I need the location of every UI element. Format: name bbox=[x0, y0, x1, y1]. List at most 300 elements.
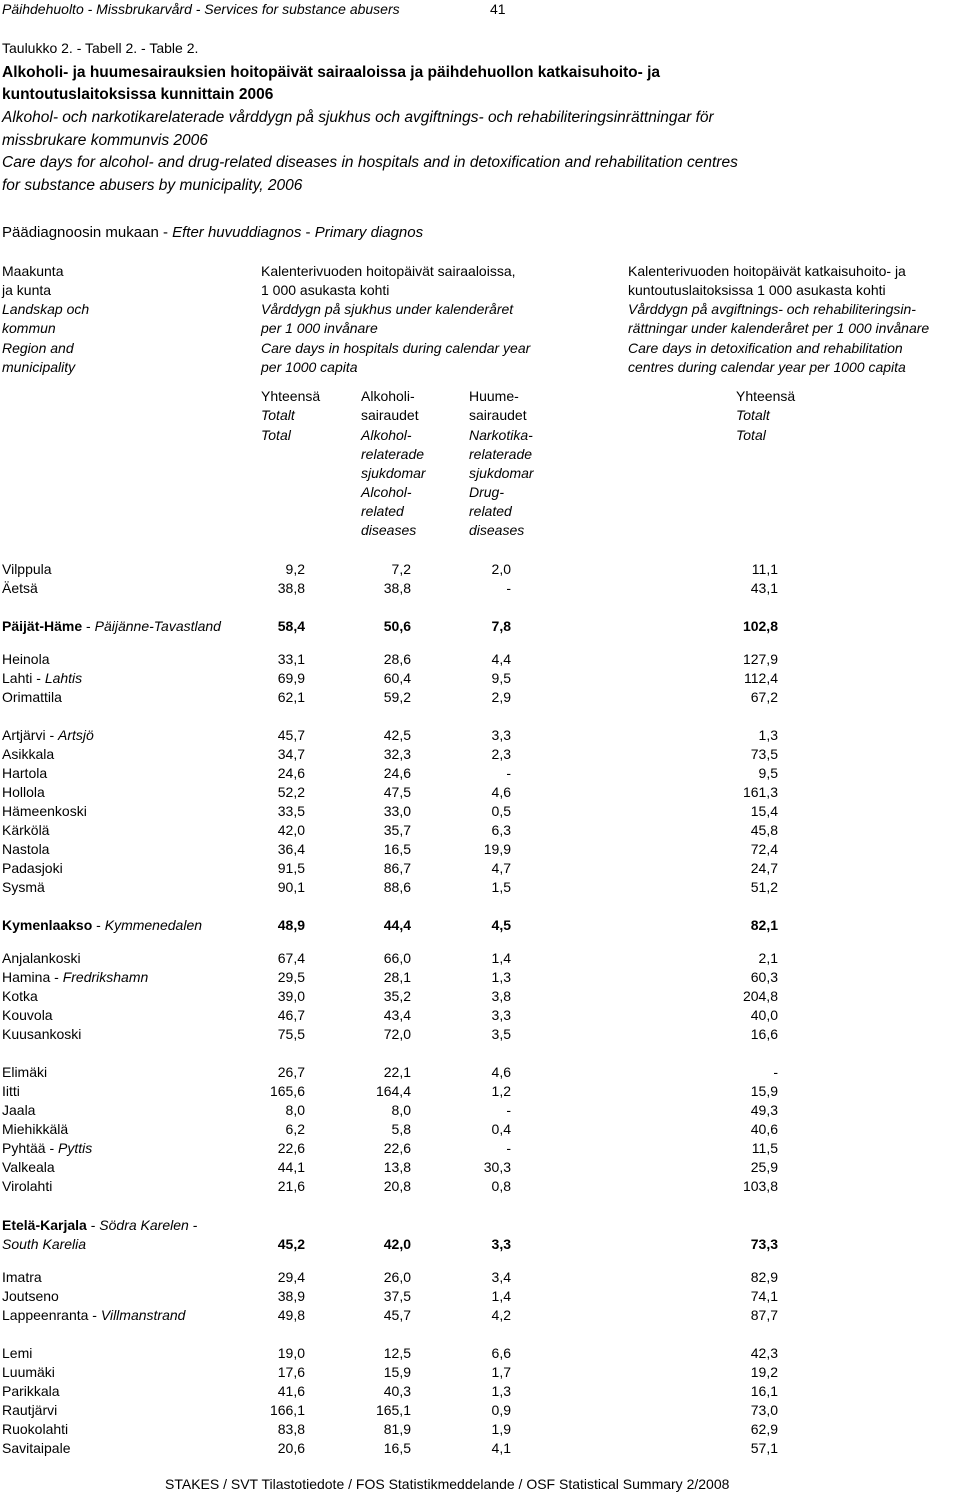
cell-alcohol: 35,7 bbox=[383, 822, 411, 838]
col-region-2: ja kunta bbox=[2, 282, 52, 298]
subcol-alcohol-5: sjukdomar bbox=[361, 465, 426, 481]
subcol-alcohol-8: diseases bbox=[361, 522, 417, 538]
cell-alcohol: 12,5 bbox=[383, 1345, 411, 1361]
name-separator: - bbox=[82, 618, 95, 634]
row-name bbox=[2, 579, 38, 598]
title-sv-line-2: missbrukare kommunvis 2006 bbox=[2, 132, 208, 149]
cell-drug: 19,9 bbox=[483, 841, 511, 857]
cell-drug: 1,9 bbox=[491, 1421, 511, 1437]
subcol-total-3: Total bbox=[261, 427, 291, 443]
cell-total: 36,4 bbox=[277, 841, 305, 857]
cell-drug: 4,4 bbox=[491, 651, 511, 667]
cell-detox: 16,1 bbox=[750, 1383, 778, 1399]
cell-alcohol: 86,7 bbox=[383, 860, 411, 876]
col-hospitals-6: per 1000 capita bbox=[261, 359, 358, 375]
cell-detox: 16,6 bbox=[750, 1026, 778, 1042]
name-separator: - bbox=[92, 917, 105, 933]
cell-total: 29,5 bbox=[277, 969, 305, 985]
cell-drug: 1,4 bbox=[491, 950, 511, 966]
cell-drug: 0,4 bbox=[491, 1121, 511, 1137]
cell-drug: 1,5 bbox=[491, 879, 511, 895]
municipality-name: Lappeenranta bbox=[2, 1307, 89, 1323]
cell-drug: 1,3 bbox=[491, 969, 511, 985]
cell-detox: 60,3 bbox=[750, 969, 778, 985]
municipality-alt-name: Kymmenedalen bbox=[104, 917, 203, 933]
cell-drug: - bbox=[506, 1140, 511, 1156]
row-name bbox=[2, 1344, 32, 1363]
cell-alcohol: 37,5 bbox=[383, 1288, 411, 1304]
cell-detox: 82,9 bbox=[750, 1269, 778, 1285]
municipality-name: Pyhtää bbox=[2, 1140, 46, 1156]
row-name bbox=[2, 783, 45, 802]
municipality-name: Jaala bbox=[2, 1102, 36, 1118]
municipality-name: Hartola bbox=[2, 765, 48, 781]
cell-total: 20,6 bbox=[277, 1440, 305, 1456]
cell-drug: - bbox=[506, 580, 511, 596]
cell-total: 62,1 bbox=[277, 689, 305, 705]
cell-alcohol: 164,4 bbox=[375, 1083, 411, 1099]
cell-detox: 11,5 bbox=[751, 1140, 778, 1156]
cell-total: 38,9 bbox=[277, 1288, 305, 1304]
cell-total: 34,7 bbox=[277, 746, 305, 762]
cell-detox: 82,1 bbox=[750, 917, 778, 933]
municipality-name: Hollola bbox=[2, 784, 45, 800]
cell-drug: 0,8 bbox=[491, 1178, 511, 1194]
cell-total: 91,5 bbox=[277, 860, 305, 876]
col-detox-3: Vårddygn på avgiftnings- och rehabiliteringsin- bbox=[628, 301, 916, 317]
cell-total: 69,9 bbox=[277, 670, 305, 686]
subcol-drug-2: sairaudet bbox=[469, 407, 527, 423]
subcol-total-1: Yhteensä bbox=[261, 388, 321, 404]
municipality-name: Valkeala bbox=[2, 1159, 55, 1175]
row-name bbox=[2, 1082, 20, 1101]
col-region-4: kommun bbox=[2, 320, 56, 336]
cell-drug: 3,3 bbox=[491, 1007, 511, 1023]
cell-drug: 3,5 bbox=[491, 1026, 511, 1042]
cell-alcohol: 42,0 bbox=[383, 1236, 411, 1252]
row-name bbox=[2, 650, 49, 669]
row-name bbox=[2, 859, 63, 878]
municipality-alt-name: Päijänne-Tavastland bbox=[94, 618, 221, 634]
page-number: 41 bbox=[490, 1, 506, 17]
subcol-alcohol-3: Alkohol- bbox=[361, 427, 412, 443]
col-region-5: Region and bbox=[2, 340, 74, 356]
cell-total: 46,7 bbox=[277, 1007, 305, 1023]
municipality-alt-name: Fredrikshamn bbox=[62, 969, 149, 985]
municipality-name: Iitti bbox=[2, 1083, 20, 1099]
row-name bbox=[2, 949, 81, 968]
cell-alcohol: 72,0 bbox=[383, 1026, 411, 1042]
subcol-detox-total-1: Yhteensä bbox=[736, 388, 796, 404]
name-separator: - bbox=[50, 969, 63, 985]
subcol-alcohol-7: related bbox=[361, 503, 404, 519]
row-name bbox=[2, 617, 221, 636]
municipality-name: Heinola bbox=[2, 651, 50, 667]
cell-total: 8,0 bbox=[285, 1102, 305, 1118]
municipality-alt-name: Villmanstrand bbox=[100, 1307, 186, 1323]
cell-drug: 9,5 bbox=[491, 670, 511, 686]
cell-total: 26,7 bbox=[277, 1064, 305, 1080]
row-name bbox=[2, 1216, 197, 1235]
row-name bbox=[2, 1363, 55, 1382]
cell-alcohol: 7,2 bbox=[391, 561, 411, 577]
cell-alcohol: 33,0 bbox=[383, 803, 411, 819]
cell-alcohol: 45,7 bbox=[383, 1307, 411, 1323]
row-name bbox=[2, 1382, 60, 1401]
subcol-total-2: Totalt bbox=[261, 407, 295, 423]
cell-total: 41,6 bbox=[277, 1383, 305, 1399]
cell-detox: 15,4 bbox=[750, 803, 778, 819]
cell-detox: 43,1 bbox=[750, 580, 778, 596]
row-name bbox=[2, 1101, 35, 1120]
cell-total: 9,2 bbox=[285, 561, 305, 577]
row-name bbox=[2, 1006, 53, 1025]
cell-detox: 9,5 bbox=[758, 765, 778, 781]
cell-drug: 0,5 bbox=[491, 803, 511, 819]
cell-drug: 6,3 bbox=[491, 822, 511, 838]
col-detox-6: centres during calendar year per 1000 capita bbox=[628, 359, 906, 375]
subcol-drug-4: relaterade bbox=[469, 446, 533, 462]
row-name bbox=[2, 802, 87, 821]
cell-drug: 3,4 bbox=[491, 1269, 511, 1285]
row-name bbox=[2, 968, 148, 987]
cell-alcohol: 59,2 bbox=[383, 689, 411, 705]
cell-alcohol: 81,9 bbox=[383, 1421, 411, 1437]
cell-detox: - bbox=[773, 1064, 778, 1080]
municipality-name: Rautjärvi bbox=[2, 1402, 58, 1418]
cell-alcohol: 26,0 bbox=[383, 1269, 411, 1285]
cell-total: 44,1 bbox=[277, 1159, 305, 1175]
cell-alcohol: 66,0 bbox=[383, 950, 411, 966]
cell-drug: - bbox=[506, 765, 511, 781]
cell-detox: 57,1 bbox=[750, 1440, 778, 1456]
cell-detox: 25,9 bbox=[750, 1159, 778, 1175]
cell-alcohol: 50,6 bbox=[383, 618, 411, 634]
municipality-name: Orimattila bbox=[2, 689, 62, 705]
cell-drug: 4,7 bbox=[491, 860, 511, 876]
row-name bbox=[2, 1401, 57, 1420]
cell-total: 33,5 bbox=[277, 803, 305, 819]
cell-alcohol: 28,6 bbox=[383, 651, 411, 667]
title-fi-line-2: kuntoutuslaitoksissa kunnittain 2006 bbox=[2, 86, 274, 103]
row-name bbox=[2, 560, 52, 579]
cell-drug: 2,0 bbox=[491, 561, 511, 577]
cell-detox: 73,5 bbox=[750, 746, 778, 762]
cell-total: 21,6 bbox=[277, 1178, 305, 1194]
cell-total: 6,2 bbox=[285, 1121, 305, 1137]
row-name bbox=[2, 840, 49, 859]
row-name bbox=[2, 878, 45, 897]
municipality-name: Savitaipale bbox=[2, 1440, 71, 1456]
cell-detox: 161,3 bbox=[742, 784, 778, 800]
name-separator: - bbox=[32, 670, 45, 686]
cell-drug: 4,6 bbox=[491, 1064, 511, 1080]
cell-total: 45,7 bbox=[277, 727, 305, 743]
col-region-3: Landskap och bbox=[2, 301, 90, 317]
cell-drug: 4,6 bbox=[491, 784, 511, 800]
col-hospitals-1: Kalenterivuoden hoitopäivät sairaaloissa, bbox=[261, 263, 516, 279]
row-name bbox=[2, 745, 54, 764]
cell-total: 24,6 bbox=[277, 765, 305, 781]
cell-drug: 1,3 bbox=[491, 1383, 511, 1399]
cell-total: 166,1 bbox=[269, 1402, 305, 1418]
running-title: Päihdehuolto - Missbrukarvård - Services for substance abusers bbox=[2, 1, 400, 17]
cell-detox: 103,8 bbox=[742, 1178, 778, 1194]
row-name bbox=[2, 987, 38, 1006]
subcol-alcohol-6: Alcohol- bbox=[361, 484, 412, 500]
municipality-name: Ruokolahti bbox=[2, 1421, 69, 1437]
municipality-name: Vilppula bbox=[2, 561, 52, 577]
cell-total: 42,0 bbox=[277, 822, 305, 838]
cell-alcohol: 44,4 bbox=[383, 917, 411, 933]
cell-total: 38,8 bbox=[277, 580, 305, 596]
cell-total: 29,4 bbox=[277, 1269, 305, 1285]
row-name bbox=[2, 1120, 68, 1139]
subcol-drug-1: Huume- bbox=[469, 388, 519, 404]
cell-alcohol: 16,5 bbox=[383, 1440, 411, 1456]
subcol-alcohol-2: sairaudet bbox=[361, 407, 419, 423]
name-separator: - bbox=[45, 1140, 59, 1156]
subcol-drug-5: sjukdomar bbox=[469, 465, 534, 481]
row-name bbox=[2, 1139, 92, 1158]
cell-detox: 11,1 bbox=[751, 561, 778, 577]
municipality-name: Elimäki bbox=[2, 1064, 48, 1080]
row-name bbox=[2, 1025, 81, 1044]
cell-drug: 30,3 bbox=[483, 1159, 511, 1175]
municipality-name: Lahti bbox=[2, 670, 33, 686]
col-region-1: Maakunta bbox=[2, 263, 64, 279]
cell-alcohol: 5,8 bbox=[391, 1121, 411, 1137]
col-detox-2: kuntoutuslaitoksissa 1 000 asukasta kohti bbox=[628, 282, 886, 298]
cell-total: 19,0 bbox=[277, 1345, 305, 1361]
title-fi-line-1: Alkoholi- ja huumesairauksien hoitopäivät sairaaloissa ja päihdehuollon katkaisuhoito- ja bbox=[2, 64, 661, 81]
municipality-alt-name: Södra Karelen - bbox=[99, 1217, 198, 1233]
title-en-line-1: Care days for alcohol- and drug-related diseases in hospitals and in detoxification and rehabilitation centres bbox=[2, 154, 738, 171]
municipality-name: Kymenlaakso bbox=[2, 917, 93, 933]
cell-detox: 19,2 bbox=[750, 1364, 778, 1380]
cell-detox: 40,0 bbox=[750, 1007, 778, 1023]
municipality-name: Artjärvi bbox=[2, 727, 46, 743]
cell-total: 17,6 bbox=[277, 1364, 305, 1380]
cell-total: 48,9 bbox=[277, 917, 305, 933]
subcol-drug-7: related bbox=[469, 503, 512, 519]
cell-drug: 0,9 bbox=[491, 1402, 511, 1418]
subcol-alcohol-1: Alkoholi- bbox=[361, 388, 415, 404]
municipality-alt-name: Artsjö bbox=[58, 727, 94, 743]
cell-alcohol: 42,5 bbox=[383, 727, 411, 743]
cell-alcohol: 88,6 bbox=[383, 879, 411, 895]
cell-total: 52,2 bbox=[277, 784, 305, 800]
cell-detox: 49,3 bbox=[750, 1102, 778, 1118]
cell-alcohol: 24,6 bbox=[383, 765, 411, 781]
row-name bbox=[2, 1287, 59, 1306]
municipality-name: Miehikkälä bbox=[2, 1121, 69, 1137]
row-name bbox=[2, 764, 47, 783]
cell-drug: 7,8 bbox=[491, 618, 511, 634]
name-separator: - bbox=[45, 727, 59, 743]
cell-drug: 1,7 bbox=[491, 1364, 511, 1380]
row-name bbox=[2, 821, 49, 840]
col-detox-4: rättningar under kalenderåret per 1 000 invånare bbox=[628, 320, 930, 336]
cell-drug: 4,5 bbox=[491, 917, 511, 933]
row-name bbox=[2, 1177, 52, 1196]
cell-alcohol: 20,8 bbox=[383, 1178, 411, 1194]
cell-detox: 204,8 bbox=[742, 988, 778, 1004]
cell-alcohol: 35,2 bbox=[383, 988, 411, 1004]
cell-total: 75,5 bbox=[277, 1026, 305, 1042]
cell-detox: 42,3 bbox=[750, 1345, 778, 1361]
row-name bbox=[2, 1063, 47, 1082]
cell-total: 33,1 bbox=[277, 651, 305, 667]
cell-alcohol: 43,4 bbox=[383, 1007, 411, 1023]
subcol-alcohol-4: relaterade bbox=[361, 446, 425, 462]
cell-detox: 62,9 bbox=[750, 1421, 778, 1437]
cell-drug: 4,2 bbox=[491, 1307, 511, 1323]
cell-detox: 67,2 bbox=[750, 689, 778, 705]
cell-alcohol: 32,3 bbox=[383, 746, 411, 762]
subcol-drug-3: Narkotika- bbox=[469, 427, 533, 443]
municipality-name: Nastola bbox=[2, 841, 50, 857]
cell-detox: 45,8 bbox=[750, 822, 778, 838]
cell-drug: 1,2 bbox=[491, 1083, 511, 1099]
cell-total: 58,4 bbox=[277, 618, 305, 634]
municipality-alt-name: Pyttis bbox=[58, 1140, 93, 1156]
cell-detox: 74,1 bbox=[750, 1288, 778, 1304]
table-label: Taulukko 2. - Tabell 2. - Table 2. bbox=[2, 40, 199, 56]
subcol-drug-6: Drug- bbox=[469, 484, 505, 500]
municipality-name: Parikkala bbox=[2, 1383, 60, 1399]
municipality-alt-name: Lahtis bbox=[44, 670, 83, 686]
cell-detox: 72,4 bbox=[750, 841, 778, 857]
name-separator: - bbox=[86, 1217, 100, 1233]
footer: STAKES / SVT Tilastotiedote / FOS Statistikmeddelande / OSF Statistical Summary 2/2008 bbox=[165, 1476, 730, 1492]
cell-detox: 73,0 bbox=[750, 1402, 778, 1418]
cell-drug: 3,8 bbox=[491, 988, 511, 1004]
cell-detox: 73,3 bbox=[750, 1236, 778, 1252]
cell-drug: 1,4 bbox=[491, 1288, 511, 1304]
col-hospitals-4: per 1 000 invånare bbox=[261, 320, 378, 336]
cell-alcohol: 38,8 bbox=[383, 580, 411, 596]
row-name bbox=[2, 688, 62, 707]
cell-drug: 3,3 bbox=[491, 1236, 511, 1252]
cell-drug: 2,3 bbox=[491, 746, 511, 762]
cell-drug: 4,1 bbox=[491, 1440, 511, 1456]
cell-total: 90,1 bbox=[277, 879, 305, 895]
row-name bbox=[2, 726, 94, 745]
cell-detox: 15,9 bbox=[750, 1083, 778, 1099]
cell-total: 83,8 bbox=[277, 1421, 305, 1437]
cell-alcohol: 28,1 bbox=[383, 969, 411, 985]
cell-alcohol: 15,9 bbox=[383, 1364, 411, 1380]
subcol-drug-8: diseases bbox=[469, 522, 525, 538]
cell-detox: 51,2 bbox=[750, 879, 778, 895]
cell-alcohol: 47,5 bbox=[383, 784, 411, 800]
municipality-name: Lemi bbox=[2, 1345, 33, 1361]
cell-detox: 1,3 bbox=[758, 727, 778, 743]
title-en-line-2: for substance abusers by municipality, 2006 bbox=[2, 177, 303, 194]
municipality-alt-name-2: South Karelia bbox=[2, 1236, 87, 1252]
cell-detox: 2,1 bbox=[758, 950, 778, 966]
col-detox-1: Kalenterivuoden hoitopäivät katkaisuhoito- ja bbox=[628, 263, 906, 279]
municipality-name: Virolahti bbox=[2, 1178, 53, 1194]
municipality-name: Kärkölä bbox=[2, 822, 50, 838]
cell-detox: 40,6 bbox=[750, 1121, 778, 1137]
cell-alcohol: 165,1 bbox=[375, 1402, 411, 1418]
municipality-name: Kuusankoski bbox=[2, 1026, 82, 1042]
cell-total: 165,6 bbox=[269, 1083, 305, 1099]
cell-alcohol: 40,3 bbox=[383, 1383, 411, 1399]
diagnosis-label bbox=[2, 223, 423, 242]
diagnosis-en: Primary diagnos bbox=[314, 224, 424, 241]
cell-detox: 112,4 bbox=[744, 670, 778, 686]
municipality-name: Imatra bbox=[2, 1269, 42, 1285]
municipality-name: Päijät-Häme bbox=[2, 618, 83, 634]
cell-detox: 24,7 bbox=[750, 860, 778, 876]
col-detox-5: Care days in detoxification and rehabilitation bbox=[628, 340, 903, 356]
row-name bbox=[2, 669, 82, 688]
col-region-6: municipality bbox=[2, 359, 76, 375]
row-name bbox=[2, 1439, 71, 1458]
cell-alcohol: 8,0 bbox=[391, 1102, 411, 1118]
municipality-name: Hämeenkoski bbox=[2, 803, 87, 819]
municipality-name: Anjalankoski bbox=[2, 950, 81, 966]
subcol-detox-total-3: Total bbox=[736, 427, 766, 443]
cell-total: 22,6 bbox=[277, 1140, 305, 1156]
diagnosis-sep: - bbox=[301, 224, 315, 241]
row-name bbox=[2, 1306, 185, 1325]
row-name bbox=[2, 1268, 42, 1287]
cell-alcohol: 16,5 bbox=[383, 841, 411, 857]
cell-drug: 6,6 bbox=[491, 1345, 511, 1361]
cell-alcohol: 22,1 bbox=[383, 1064, 411, 1080]
cell-detox: 87,7 bbox=[750, 1307, 778, 1323]
cell-total: 39,0 bbox=[277, 988, 305, 1004]
municipality-name: Kotka bbox=[2, 988, 38, 1004]
diagnosis-sv: Efter huvuddiagnos bbox=[172, 224, 302, 241]
municipality-name: Padasjoki bbox=[2, 860, 63, 876]
row-name bbox=[2, 1158, 55, 1177]
title-sv-line-1: Alkohol- och narkotikarelaterade vårddygn på sjukhus och avgiftnings- och rehabiliteringsinrättningar för bbox=[2, 109, 714, 126]
cell-alcohol: 60,4 bbox=[383, 670, 411, 686]
col-hospitals-2: 1 000 asukasta kohti bbox=[261, 282, 390, 298]
cell-detox: 102,8 bbox=[742, 618, 778, 634]
col-hospitals-3: Vårddygn på sjukhus under kalenderåret bbox=[261, 301, 514, 317]
cell-drug: 2,9 bbox=[491, 689, 511, 705]
municipality-name: Äetsä bbox=[2, 580, 38, 596]
municipality-name: Asikkala bbox=[2, 746, 55, 762]
cell-detox: 127,9 bbox=[742, 651, 778, 667]
municipality-name: Kouvola bbox=[2, 1007, 53, 1023]
cell-total: 49,8 bbox=[277, 1307, 305, 1323]
name-separator: - bbox=[88, 1307, 101, 1323]
municipality-name: Luumäki bbox=[2, 1364, 55, 1380]
municipality-name: Hamina bbox=[2, 969, 51, 985]
cell-drug: 3,3 bbox=[491, 727, 511, 743]
municipality-name: Sysmä bbox=[2, 879, 45, 895]
row-name bbox=[2, 916, 202, 935]
cell-total: 45,2 bbox=[277, 1236, 305, 1252]
diagnosis-fi: Päädiagnoosin mukaan - bbox=[2, 224, 173, 241]
cell-alcohol: 22,6 bbox=[383, 1140, 411, 1156]
col-hospitals-5: Care days in hospitals during calendar year bbox=[261, 340, 531, 356]
municipality-name: Etelä-Karjala bbox=[2, 1217, 87, 1233]
subcol-detox-total-2: Totalt bbox=[736, 407, 770, 423]
cell-alcohol: 13,8 bbox=[383, 1159, 411, 1175]
cell-drug: - bbox=[506, 1102, 511, 1118]
cell-total: 67,4 bbox=[277, 950, 305, 966]
municipality-name: Joutseno bbox=[2, 1288, 59, 1304]
row-name bbox=[2, 1420, 68, 1439]
